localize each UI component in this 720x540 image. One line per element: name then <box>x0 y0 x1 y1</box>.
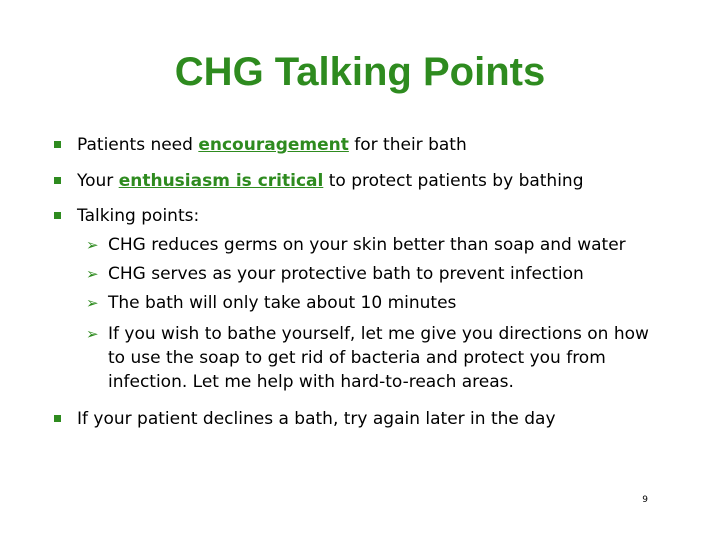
bullet-item <box>54 169 584 193</box>
bullet-item <box>54 407 556 431</box>
page-number: 9 <box>642 495 648 505</box>
bullet-text: Talking points: <box>77 206 200 226</box>
square-bullet-icon <box>54 177 61 184</box>
slide-title: CHG Talking Points <box>174 50 546 94</box>
bullet-text: If your patient declines a bath, try again later in the day <box>77 409 556 429</box>
sub-point-text: The bath will only take about 10 minutes <box>108 293 457 313</box>
bullet-text <box>77 133 467 157</box>
sub-point-text: CHG reduces germs on your skin better than soap and water <box>108 235 626 255</box>
bullet-text-part: Your <box>77 171 119 191</box>
square-bullet-icon <box>54 141 61 148</box>
bullet-text-part: Patients need <box>77 135 199 155</box>
sub-point <box>86 262 668 286</box>
emphasis-text: encouragement <box>198 135 349 155</box>
sub-point <box>86 233 668 257</box>
bullet-text-part: to protect patients by bathing <box>323 171 584 191</box>
bullet-item <box>54 133 467 157</box>
bullet-item <box>54 204 199 228</box>
arrow-bullet-icon: ➢ <box>86 236 99 254</box>
arrow-bullet-icon: ➢ <box>86 325 99 343</box>
square-bullet-icon <box>54 415 61 422</box>
sub-point <box>86 291 668 315</box>
bullet-text-part: for their bath <box>348 135 467 155</box>
arrow-bullet-icon: ➢ <box>86 294 99 312</box>
arrow-bullet-icon: ➢ <box>86 265 99 283</box>
sub-point <box>86 322 668 394</box>
sub-point-text: If you wish to bathe yourself, let me give you directions on how to use the soap to get rid of bacteria and protect you from infection. Let me help with hard-to-reach areas. <box>108 324 649 392</box>
sub-point-text: CHG serves as your protective bath to prevent infection <box>108 264 584 284</box>
square-bullet-icon <box>54 212 61 219</box>
emphasis-text: enthusiasm is critical <box>118 171 324 191</box>
bullet-text <box>77 169 584 193</box>
